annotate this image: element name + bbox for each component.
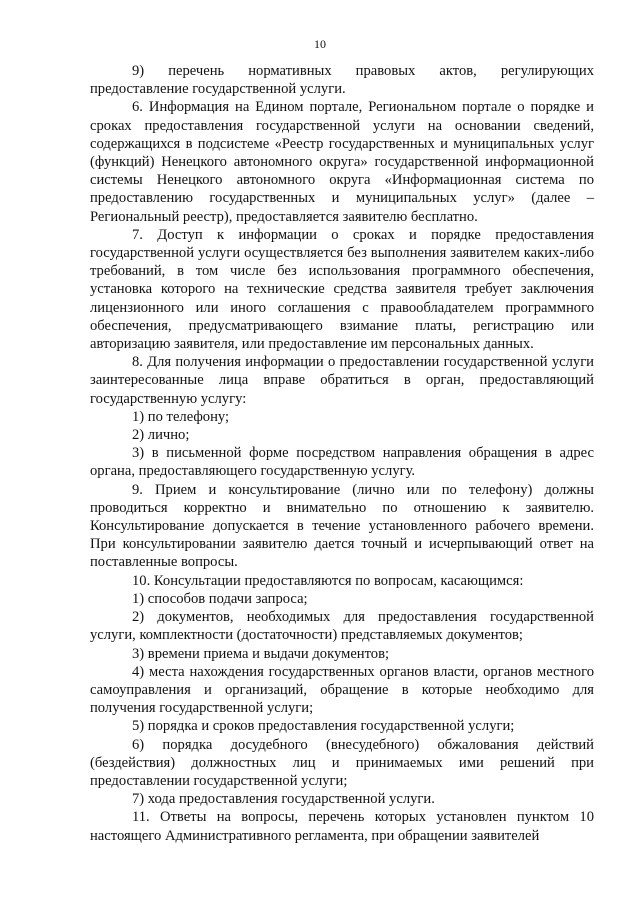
list-item: 5) порядка и сроков предоставления государственной услуги; <box>132 718 515 735</box>
list-item: 2) лично; <box>132 427 190 444</box>
page-number: 10 <box>314 37 326 51</box>
document-body <box>90 62 594 845</box>
list-item: 2) документов, необходимых для предоставления государственной услуги, комплектности (достаточности) представляемых документов; <box>90 609 594 644</box>
list-item: 3) в письменной форме посредством направления обращения в адрес органа, предоставляющего государственную услугу. <box>90 445 594 480</box>
paragraph: 6. Информация на Едином портале, Региональном портале о порядке и сроках предоставления государственной услуги на основании сведений, содержащихся в подсистеме «Реестр государственных и муниципальных услуг (функций) Ненецкого автономного округа» государственной информационной системы Ненецкого автономного округа «Информационная система по предоставлению государственных и муниципальных услуг» (далее – Региональный реестр), предоставляется заявителю бесплатно. <box>90 99 594 225</box>
paragraph: 9) перечень нормативных правовых актов, регулирующих предоставление государственной услуги. <box>90 63 594 98</box>
paragraph: 7. Доступ к информации о сроках и порядке предоставления государственной услуги осуществляется без выполнения заявителем каких-либо требований, в том числе без использования программного обеспечения, установка которого на технические средства заявителя требует заключения лицензионного или иного соглашения с правообладателем программного обеспечения, предусматривающего взимание платы, регистрацию или авторизацию заявителя, или предоставление им персональных данных. <box>90 226 594 353</box>
paragraph: 8. Для получения информации о предоставлении государственной услуги заинтересованные лица вправе обратиться в орган, предоставляющий государственную услугу: <box>90 354 594 407</box>
paragraph: 10. Консультации предоставляются по вопросам, касающимся: <box>132 572 524 589</box>
list-item: 4) места нахождения государственных органов власти, органов местного самоуправления и организаций, обращение в которые необходимо для получения государственной услуги; <box>90 663 594 717</box>
list-item: 1) по телефону; <box>132 408 230 425</box>
paragraph: 11. Ответы на вопросы, перечень которых установлен пунктом 10 настоящего Административного регламента, при обращении заявителей <box>90 809 594 844</box>
list-item: 3) времени приема и выдачи документов; <box>132 645 390 662</box>
list-item: 1) способов подачи запроса; <box>132 590 308 607</box>
list-item: 7) хода предоставления государственной услуги. <box>132 791 435 808</box>
paragraph: 9. Прием и консультирование (лично или по телефону) должны проводиться корректно и внимательно по отношению к заявителю. Консультирование допускается в течение установленного рабочего времени. При консультировании заявителю дается точный и исчерпывающий ответ на поставленные вопросы. <box>90 481 594 571</box>
list-item: 6) порядка досудебного (внесудебного) обжалования действий (бездействия) должностных лиц и принимаемых ими решений при предоставлении государственной услуги; <box>90 736 594 789</box>
